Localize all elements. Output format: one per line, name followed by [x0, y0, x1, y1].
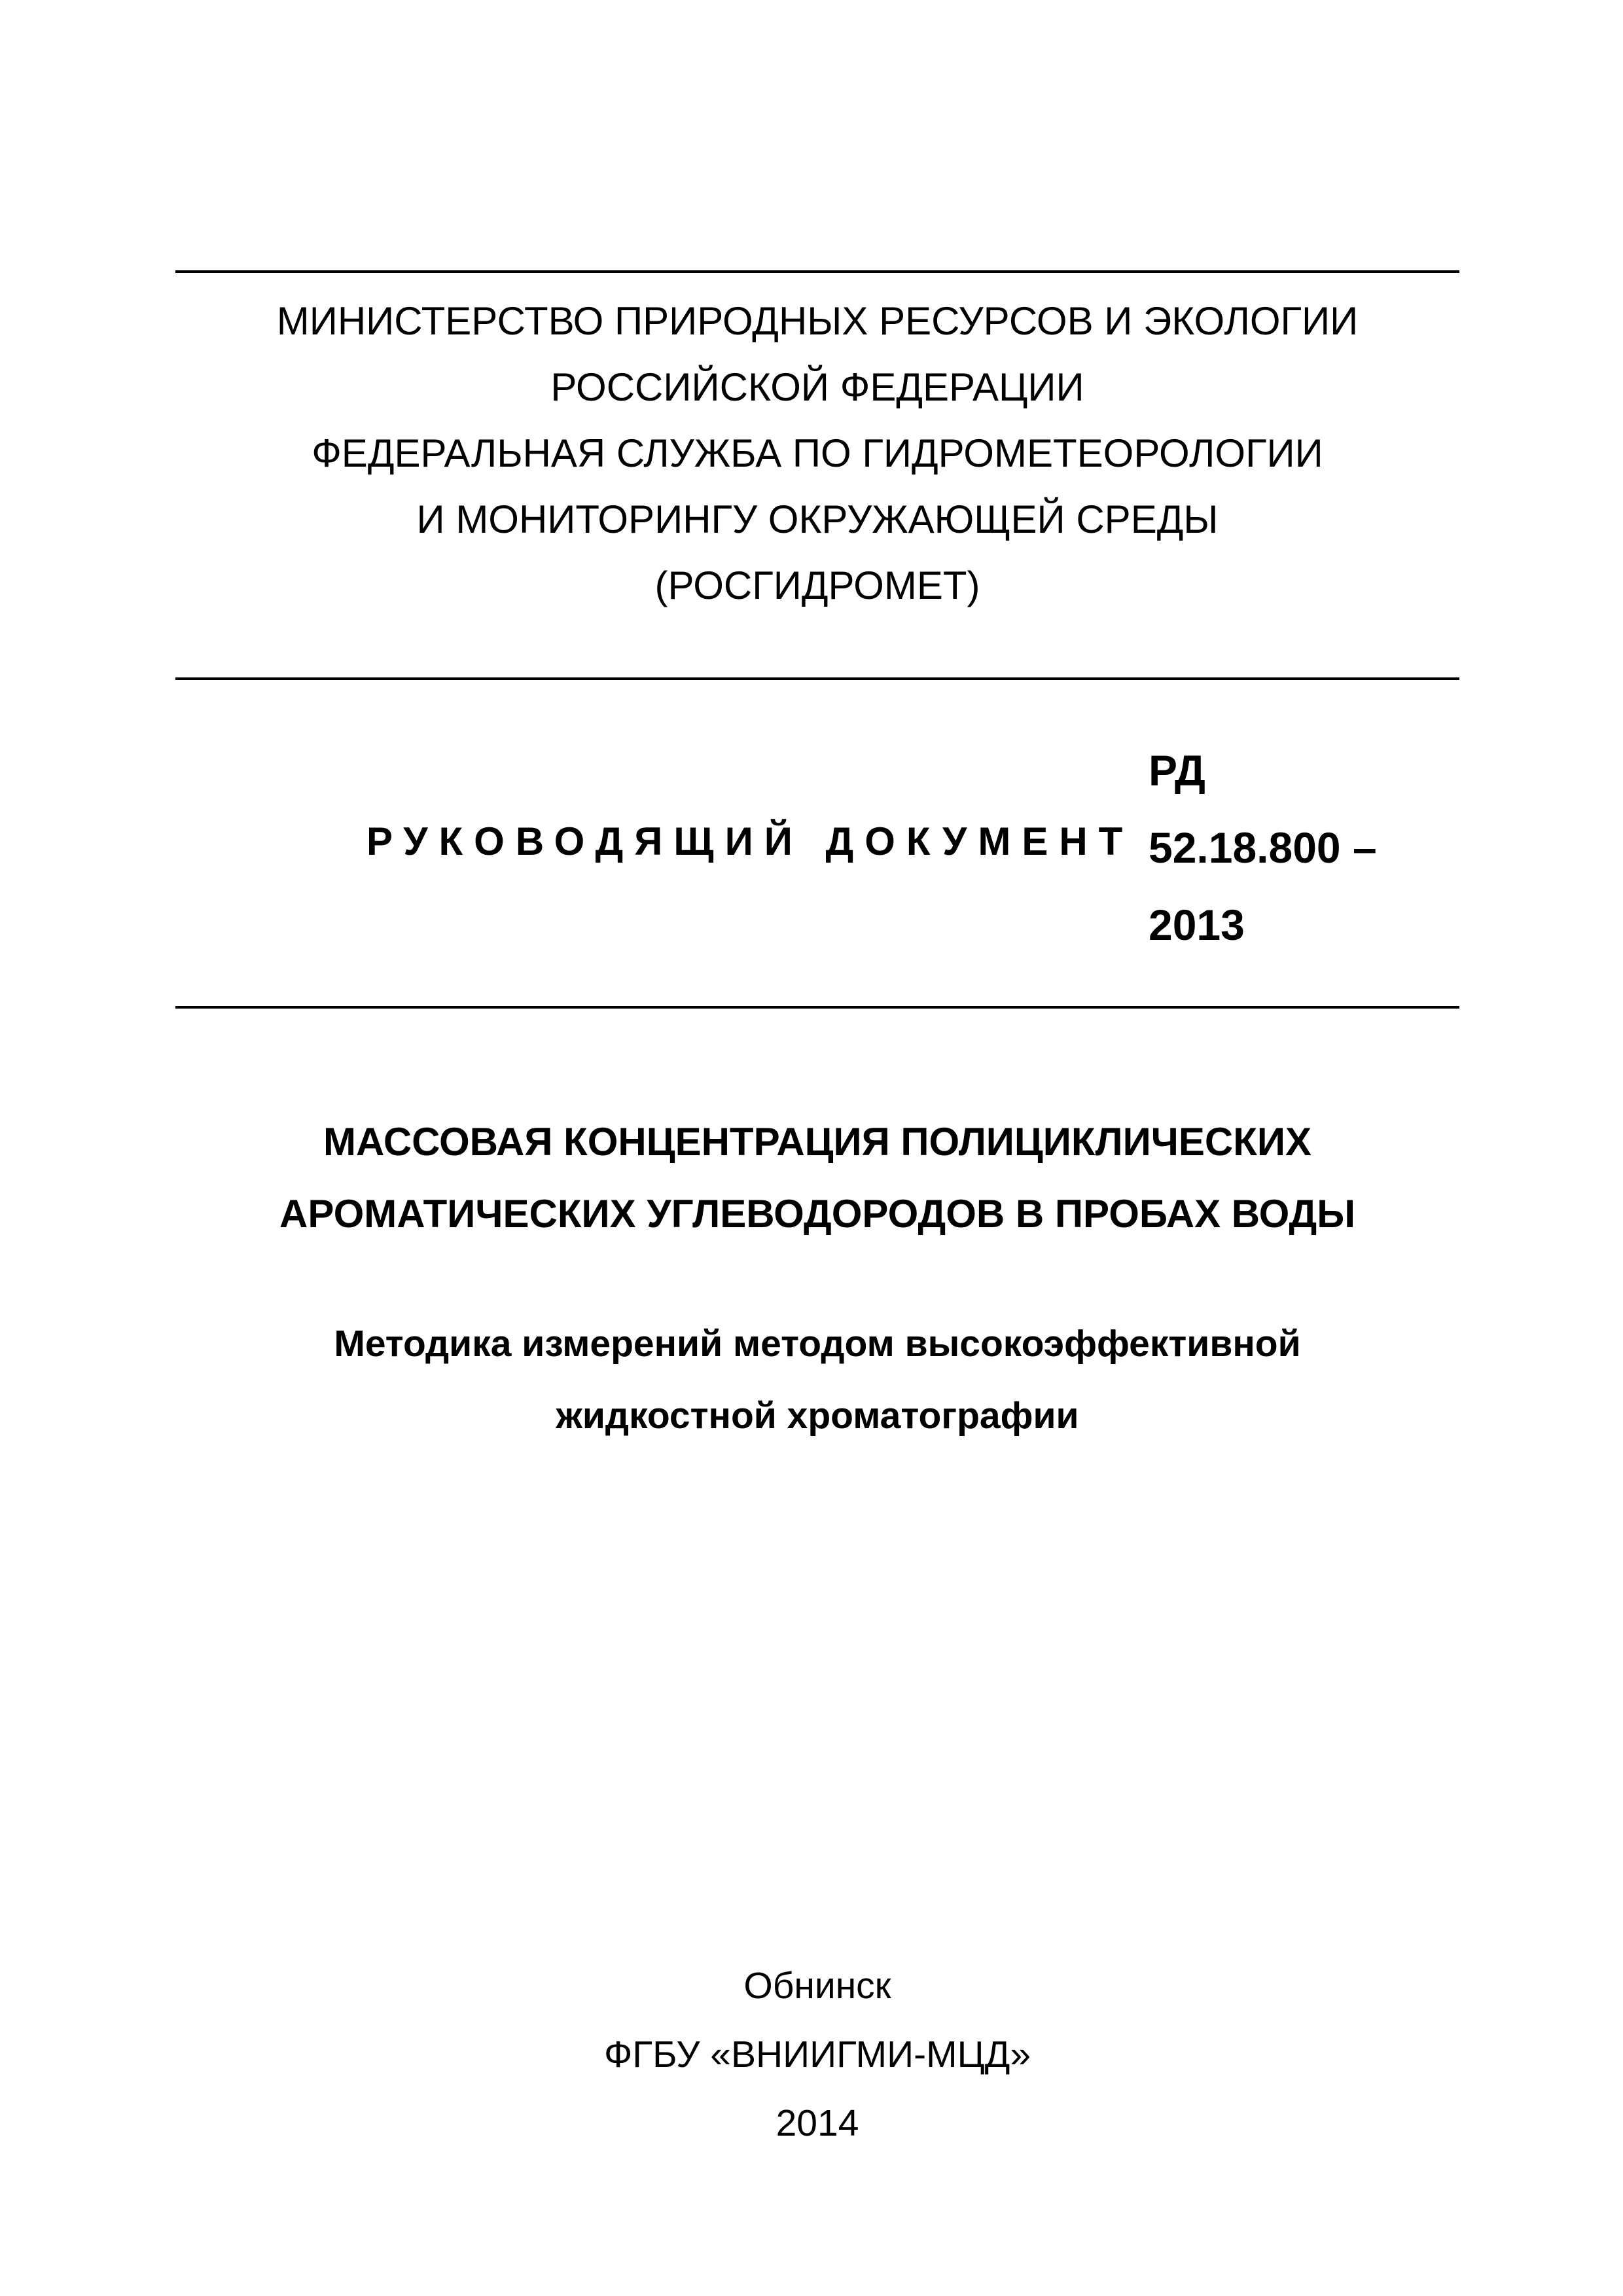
subtitle-line: жидкостной хроматографии — [556, 1395, 1079, 1437]
ministry-line: ФЕДЕРАЛЬНАЯ СЛУЖБА ПО ГИДРОМЕТЕОРОЛОГИИ — [312, 431, 1323, 475]
ministry-line: РОССИЙСКОЙ ФЕДЕРАЦИИ — [550, 365, 1084, 409]
ministry-line: (РОСГИДРОМЕТ) — [654, 564, 980, 607]
ministry-header — [175, 288, 1459, 619]
document-number — [1149, 732, 1377, 963]
title-line: АРОМАТИЧЕСКИХ УГЛЕВОДОРОДОВ В ПРОБАХ ВОДЫ — [279, 1192, 1355, 1236]
document-number-line: РД — [1149, 746, 1205, 795]
imprint-publisher: ФГБУ «ВНИИГМИ-МЦД» — [603, 2034, 1031, 2075]
imprint — [175, 1952, 1459, 2158]
document-number-line: 52.18.800 – — [1149, 823, 1377, 872]
bottom-divider — [175, 1006, 1459, 1009]
document-subtitle — [175, 1308, 1459, 1452]
document-number-line: 2013 — [1149, 901, 1245, 949]
imprint-city: Обнинск — [743, 1965, 891, 2007]
document-type: РУКОВОДЯЩИЙ ДОКУМЕНТ — [366, 819, 1134, 863]
middle-divider — [175, 677, 1459, 680]
imprint-year: 2014 — [776, 2102, 859, 2144]
ministry-line: И МОНИТОРИНГУ ОКРУЖАЮЩЕЙ СРЕДЫ — [416, 497, 1219, 541]
title-line: МАССОВАЯ КОНЦЕНТРАЦИЯ ПОЛИЦИКЛИЧЕСКИХ — [323, 1120, 1311, 1164]
subtitle-line: Методика измерений методом высокоэффективной — [334, 1323, 1301, 1365]
top-divider — [175, 270, 1459, 273]
document-title — [175, 1106, 1459, 1250]
ministry-line: МИНИСТЕРСТВО ПРИРОДНЫХ РЕСУРСОВ И ЭКОЛОГИИ — [276, 299, 1359, 343]
